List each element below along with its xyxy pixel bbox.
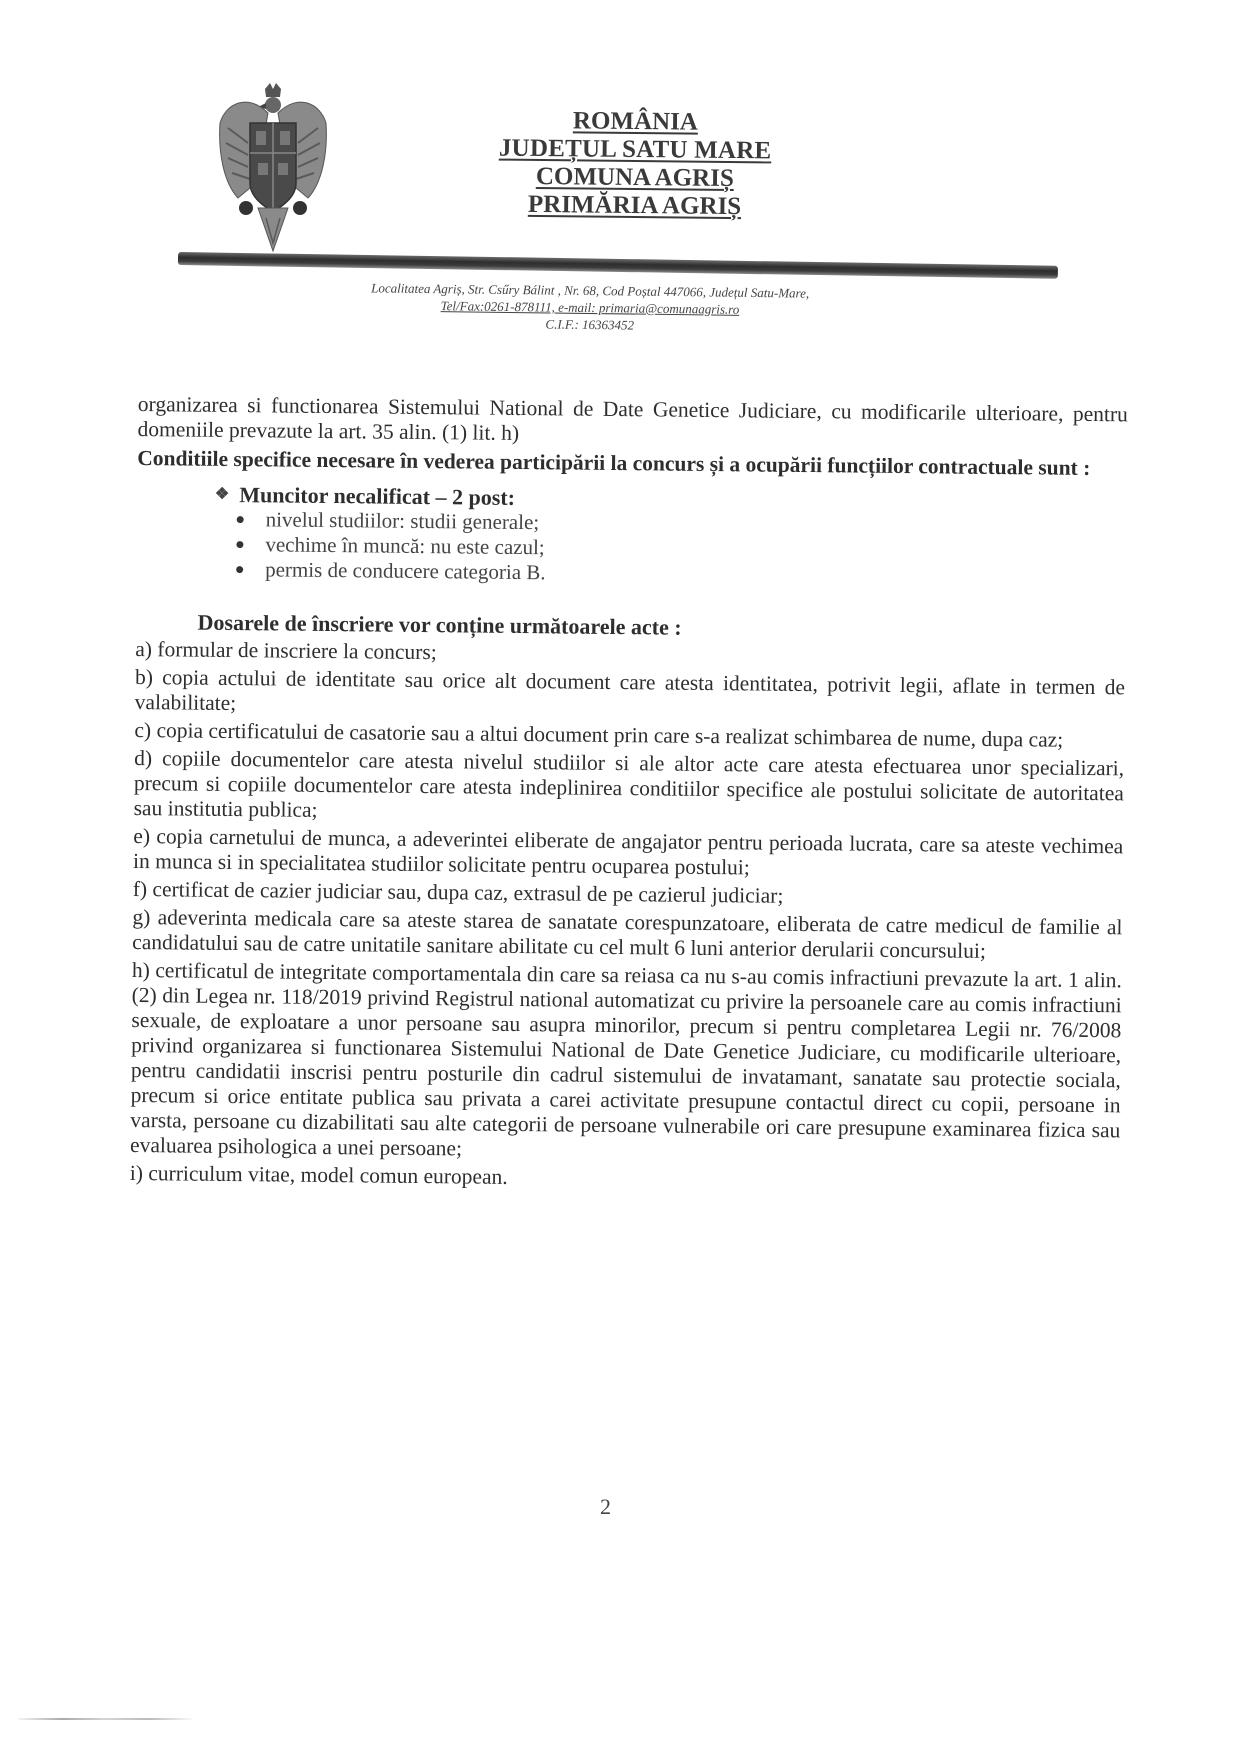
requirement-item: permis de conducere categoria B.: [236, 557, 1126, 591]
document-item: b) copia actului de identitate sau orice alt document care atesta identitatea, potrivit legii, aflate in termen de valabilitate;: [134, 664, 1126, 716]
scan-artifact-line: [18, 1718, 193, 1720]
bullet-icon: [236, 541, 243, 548]
bullet-icon: [236, 566, 243, 573]
diamond-bullet-icon: ❖: [214, 485, 230, 503]
document-item: d) copiile documentelor care atesta nivelul studiilor si ale altor acte care atesta efectuarea unor specializari, precum si copiile documentelor care atesta indeplinirea conditiilor specifice ale postului solicitate de autoritatea sau institutia publica;: [133, 745, 1125, 822]
document-item: f) certificat de cazier judiciar sau, dupa caz, extrasul de pe cazierul judiciar;: [132, 876, 784, 908]
header-divider: [178, 252, 1058, 279]
bullet-icon: [237, 516, 244, 523]
cif-line: C.I.F.: 16363452: [545, 316, 635, 333]
documents-heading: Dosarele de înscriere vor conține următoarele acte :: [197, 609, 682, 640]
document-item: e) copia carnetului de munca, a adeverintei eliberate de angajator pentru perioada lucrata, care sa ateste vechimea in munca si in specialitatea studiilor solicitate pentru ocuparea postului;: [132, 823, 1124, 880]
county-title: JUDEȚUL SATU MARE: [498, 134, 772, 165]
townhall-title: PRIMĂRIA AGRIȘ: [527, 190, 742, 221]
institution-header: [469, 106, 800, 221]
phone-email-line: Tel/Fax:0261-878111, e-mail: primaria@comunaagris.ro: [440, 298, 740, 317]
address-line: Localitatea Agriș, Str. Csűry Bálint , Nr. 68, Cod Poștal 447066, Județul Satu-Mare,: [371, 280, 810, 301]
post-title: Muncitor necalificat – 2 post:: [239, 482, 516, 510]
document-item: a) formular de inscriere la concurs;: [135, 636, 437, 665]
requirement-item: nivelul studiilor: studii generale;: [237, 507, 1127, 541]
intro-paragraph: organizarea si functionarea Sistemului National de Date Genetice Judiciare, cu modificarile ulterioare, pentru domeniile prevazute la art. 35 alin. (1) lit. h): [137, 392, 1128, 445]
document-item: h) certificatul de integritate comportamentala din care sa reiasa ca nu s-au comis infractiuni prevazute la art. 1 alin. (2) din Legea nr. 118/2019 privind Registrul national automatizat cu privire la persoanele care au comis infractiuni sexuale, de exploatare a unor persoane sau asupra minorilor, precum si pentru completarea Legii nr. 76/2008 privind organizarea si functionarea Sistemului National de Date Genetice Judiciare, cu modificarile ulterioare, pentru candidatii inscrisi pentru posturile din cadrul sistemului de invatamant, sanatate sau protectie sociala, precum si orice entitate publica sau privata a carei activitate presupune contactul direct cu copii, persoane in varsta, persoane cu dizabilitati sau alte categorii de persoane vulnerabile ori care presupune examinarea fizica sau evaluarea psihologica a unei persoane;: [129, 957, 1123, 1161]
requirements-list: [236, 507, 1127, 591]
documents-list: [130, 637, 1126, 1196]
contact-block: [280, 278, 901, 337]
requirement-item: vechime în muncă: nu este cazul;: [236, 532, 1126, 566]
document-body: [130, 392, 1128, 1196]
coat-of-arms-icon: [218, 83, 328, 253]
page-number: 2: [600, 1494, 611, 1519]
commune-title: COMUNA AGRIȘ: [535, 162, 734, 193]
country-title: ROMÂNIA: [572, 107, 699, 136]
document-item: i) curriculum vitae, model comun european.: [129, 1160, 508, 1189]
document-item: g) adeverinta medicala care sa ateste starea de sanatate corespunzatoare, eliberata de catre medicul de familie al candidatului sau de catre unitatile sanitare abilitate cu cel mult 6 luni anterior derularii concursului;: [132, 904, 1123, 963]
conditions-heading: Conditiile specifice necesare în vederea participării la concurs și a ocupării funcțiilor contractuale sunt :: [137, 445, 1091, 480]
document-item: c) copia certificatului de casatorie sau a altui document prin care s-a realizat schimbarea de nume, dupa caz;: [134, 717, 1064, 752]
